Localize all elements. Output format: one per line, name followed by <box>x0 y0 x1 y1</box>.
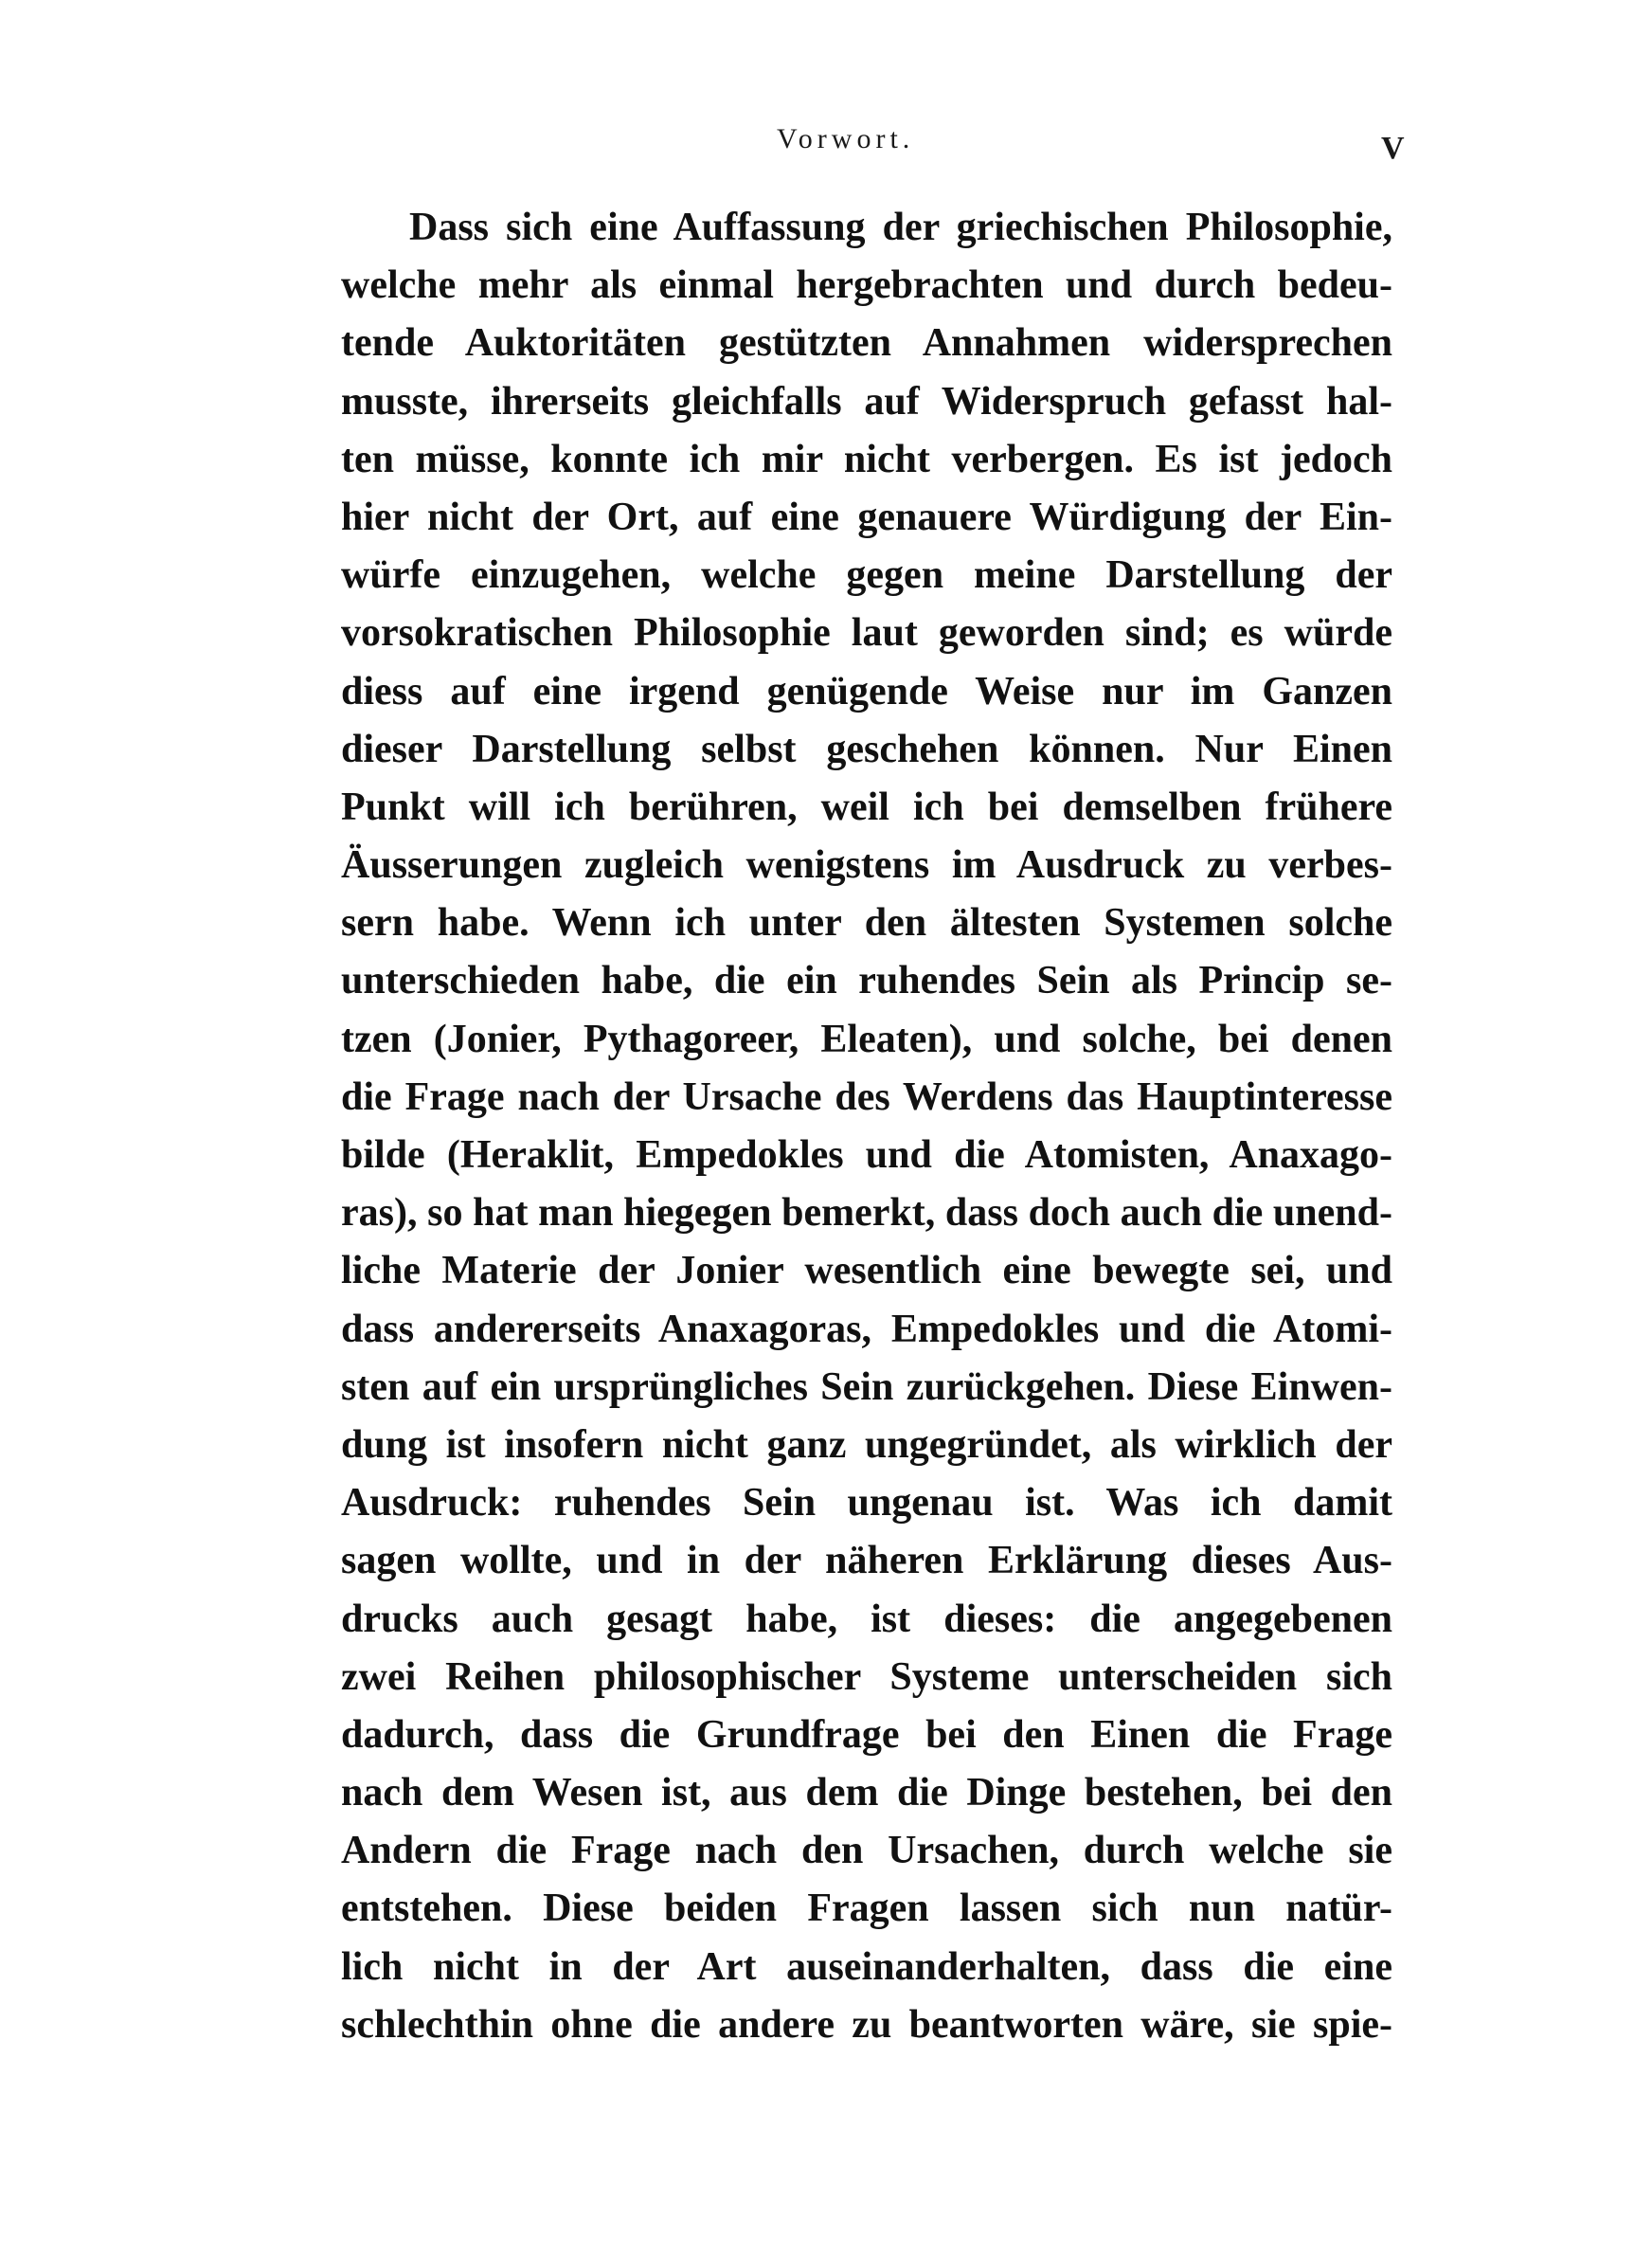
text-line: sern habe. Wenn ich unter den ältesten Systemen solche <box>341 901 1392 946</box>
text-line: dieser Darstellung selbst geschehen können. Nur Einen <box>341 727 1392 771</box>
text-line: zwei Reihen philosophischer Systeme unterscheiden sich <box>341 1654 1392 1699</box>
text-line: bilde (Heraklit, Empedokles und die Atomisten, Anaxago- <box>341 1133 1392 1177</box>
text-line: Dass sich eine Auffassung der griechischen Philosophie, <box>409 206 1392 249</box>
text-line: lich nicht in der Art auseinanderhalten, dass die eine <box>341 1944 1392 1989</box>
text-line: Ausdruck: ruhendes Sein ungenau ist. Was ich damit <box>341 1481 1392 1526</box>
body-text <box>341 199 1392 2054</box>
text-line: diess auf eine irgend genügende Weise nur im Ganzen <box>341 669 1392 713</box>
text-line: die Frage nach der Ursache des Werdens das Hauptinteresse <box>341 1074 1392 1119</box>
text-line: hier nicht der Ort, auf eine genauere Würdigung der Ein- <box>341 495 1392 539</box>
text-line: tende Auktoritäten gestützten Annahmen widersprechen <box>341 321 1392 366</box>
text-line: tzen (Jonier, Pythagoreer, Eleaten), und solche, bei denen <box>341 1017 1392 1061</box>
text-line: welche mehr als einmal hergebrachten und durch bedeu- <box>341 263 1392 308</box>
text-line: ras), so hat man hiegegen bemerkt, dass doch auch die unend- <box>341 1191 1392 1236</box>
text-line: schlechthin ohne die andere zu beantworten wäre, sie spie- <box>341 2002 1392 2047</box>
text-line: vorsokratischen Philosophie laut geworden sind; es würde <box>341 611 1392 656</box>
text-line: ten müsse, konnte ich mir nicht verbergen. Es ist jedoch <box>341 437 1392 481</box>
text-line: sten auf ein ursprüngliches Sein zurückgehen. Diese Einwen- <box>341 1364 1392 1409</box>
text-line: liche Materie der Jonier wesentlich eine bewegte sei, und <box>341 1249 1392 1293</box>
running-header-title: Vorwort. <box>777 123 915 154</box>
text-line: entstehen. Diese beiden Fragen lassen sich nun natür- <box>341 1887 1392 1931</box>
text-line: sagen wollte, und in der näheren Erklärung dieses Aus- <box>341 1539 1392 1583</box>
text-line: unterschieden habe, die ein ruhendes Sein als Princip se- <box>341 959 1392 1003</box>
text-line: Andern die Frage nach den Ursachen, durch welche sie <box>341 1829 1392 1873</box>
text-line: dadurch, dass die Grundfrage bei den Einen die Frage <box>341 1712 1392 1757</box>
text-line: dung ist insofern nicht ganz ungegründet, als wirklich der <box>341 1422 1392 1467</box>
text-line: Äusserungen zugleich wenigstens im Ausdruck zu verbes- <box>341 843 1392 888</box>
text-line: Punkt will ich berühren, weil ich bei demselben frühere <box>341 785 1392 829</box>
text-line: würfe einzugehen, welche gegen meine Darstellung der <box>341 553 1392 598</box>
text-line: dass andererseits Anaxagoras, Empedokles und die Atomi- <box>341 1307 1392 1351</box>
page-number: V <box>1381 131 1405 166</box>
text-line: musste, ihrerseits gleichfalls auf Widerspruch gefasst hal- <box>341 379 1392 424</box>
text-line: nach dem Wesen ist, aus dem die Dinge bestehen, bei den <box>341 1771 1392 1815</box>
text-line: drucks auch gesagt habe, ist dieses: die angegebenen <box>341 1597 1392 1641</box>
